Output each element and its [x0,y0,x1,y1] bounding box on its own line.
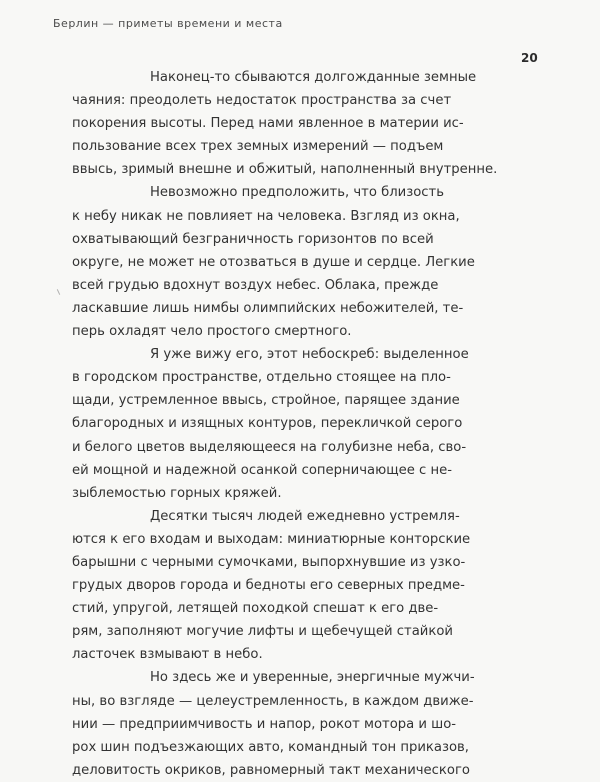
text-line: Но здесь же и уверенные, энергичные мужчи- [150,670,475,686]
paragraph-1 [72,66,498,181]
text-line: Наконец-то сбываются долгожданные земные [150,70,477,85]
text-line: ввысь, зримый внешне и обжитый, наполненный внутренне. [72,162,498,178]
text-line: перь охладят чело простого смертного. [72,324,352,340]
text-line: всей грудью вдохнут воздух небес. Облака, прежде [72,277,439,293]
paragraph-4 [72,505,492,667]
text-line: стий, упругой, летящей походкой спешат к его две- [72,601,439,617]
paragraph-2 [72,181,492,343]
text-line: к небу никак не повлияет на человека. Взгляд из окна, [72,208,460,224]
text-line: чаяния: преодолеть недостаток пространства за счет [72,93,452,109]
text-line: и белого цветов выделяющееся на голубизне неба, сво- [72,439,467,455]
text-line: нии — предприимчивость и напор, рокот мотора и шо- [72,716,457,732]
text-line: покорения высоты. Перед нами явленное в материи ис- [72,116,464,132]
text-line: благородных и изящных контуров, перекличкой серого [72,416,463,432]
text-line: округе, не может не отозваться в душе и сердце. Легкие [72,254,475,270]
paragraph-5 [72,666,492,781]
text-line: ны, во взгляде — целеустремленность, в каждом движе- [72,693,474,709]
text-line: зыблемостью горных кряжей. [72,485,282,501]
page-number: 20 [521,51,538,65]
text-line: рох шин подъезжающих авто, командный тон приказов, [72,739,469,755]
text-line: Десятки тысяч людей ежедневно устремля- [150,508,460,524]
text-line: щади, устремленное ввысь, стройное, парящее здание [72,393,460,409]
text-line: пользование всех трех земных измерений — подъем [72,139,444,155]
margin-mark [57,289,60,295]
text-line: деловитость окриков, равномерный такт механического [72,762,470,778]
text-line: Я уже вижу его, этот небоскреб: выделенное [150,347,469,363]
text-line: Невозможно предположить, что близость [150,185,445,201]
text-line: ласкавшие лишь нимбы олимпийских небожителей, те- [72,300,464,316]
text-line: в городском пространстве, отдельно стоящее на пло- [72,370,451,386]
text-line: рям, заполняют могучие лифты и щебечущей стайкой [72,624,453,640]
text-line: ются к его входам и выходам: миниатюрные конторские [72,531,471,547]
text-line: ей мощной и надежной осанкой соперничающее с не- [72,462,452,478]
text-line: барышни с черными сумочками, выпорхнувшие из узко- [72,554,466,570]
text-line: ласточек взмывают в небо. [72,647,263,663]
text-line: грудых дворов города и бедноты его северных предме- [72,578,465,594]
text-line: охватывающий безграничность горизонтов по всей [72,231,434,247]
body-text [72,66,498,782]
running-title: Берлин — приметы времени и места [53,17,283,30]
paragraph-3 [72,343,492,505]
